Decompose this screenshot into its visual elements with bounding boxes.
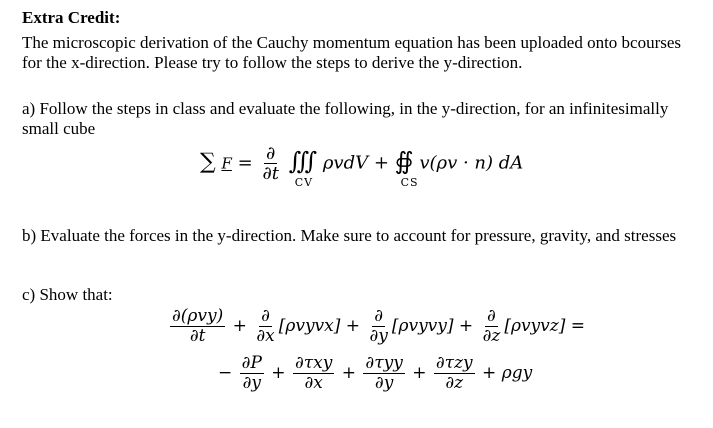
partial-z: ∂z <box>445 373 464 393</box>
cv-label: CV <box>294 175 314 189</box>
partial-num: ∂ <box>261 306 270 326</box>
summation-symbol: ∑ <box>200 149 216 175</box>
partial-tau-yy: ∂τyy <box>365 353 403 373</box>
partial-p: ∂P <box>241 353 262 373</box>
partial-tau-xy: ∂τxy <box>294 353 333 373</box>
partial-y: ∂y <box>374 373 394 393</box>
cs-label: CS <box>400 175 419 189</box>
term-time-num: ∂(ρvy) <box>172 306 224 326</box>
flux-z-term: [ρvyvz] = <box>504 316 586 336</box>
plus-sign: + <box>271 363 286 383</box>
extra-credit-title: Extra Credit: <box>22 8 121 27</box>
surface-integral <box>394 146 419 189</box>
part-b-prompt: b) Evaluate the forces in the y-direction. Make sure to account for pressure, gravity, and stresses <box>22 226 677 245</box>
d-dx <box>254 307 276 346</box>
partial-z: ∂z <box>482 326 501 346</box>
gravity-term: + ρgy <box>482 363 533 383</box>
surface-integral-symbol: ∯ <box>394 146 414 175</box>
partial-x: ∂x <box>256 326 275 346</box>
triple-integral-symbol: ∭ <box>288 146 318 175</box>
partial-num: ∂ <box>487 306 496 326</box>
partial-t: ∂t <box>262 163 279 184</box>
part-c-prompt: c) Show that: <box>22 285 113 304</box>
term-time <box>170 307 225 346</box>
stress-yy <box>363 354 404 393</box>
equation-c-line2 <box>218 354 532 393</box>
partial-num: ∂ <box>374 306 384 326</box>
partial-y: ∂y <box>369 326 388 346</box>
stress-zy <box>434 354 475 393</box>
stress-xy <box>293 354 334 393</box>
part-a-prompt: a) Follow the steps in class and evaluate the following, in the y-direction, for an infinitesimally small cube <box>22 99 669 138</box>
partial-symbol: ∂ <box>266 143 276 164</box>
d-dz <box>481 307 503 346</box>
pressure-gradient <box>240 354 264 393</box>
time-derivative <box>260 144 281 183</box>
volume-integral <box>288 146 318 189</box>
plus-sign: + <box>341 363 356 383</box>
equation-a <box>200 143 524 189</box>
flux-y-term: [ρvyvy] + <box>391 316 474 336</box>
flux-term: v(ρv · n) dA <box>419 152 524 174</box>
force-vector: F <box>221 154 232 173</box>
intro-paragraph: The microscopic derivation of the Cauchy momentum equation has been uploaded onto bcourses for the x-direction. Please try to follow the steps to derive the y-direction. <box>22 33 682 72</box>
partial-tau-zy: ∂τzy <box>435 353 473 373</box>
equals-sign: = <box>237 152 253 174</box>
volume-integrand: ρvdV + <box>322 152 389 174</box>
plus-sign: + <box>412 363 427 383</box>
flux-x-term: [ρvyvx] + <box>278 316 361 336</box>
plus-sign: + <box>232 316 247 336</box>
equation-c-line1 <box>168 307 585 346</box>
term-time-den: ∂t <box>189 326 206 346</box>
d-dy <box>367 307 389 346</box>
partial-y: ∂y <box>242 373 261 393</box>
partial-x: ∂x <box>304 373 323 393</box>
minus-sign: − <box>218 363 233 383</box>
